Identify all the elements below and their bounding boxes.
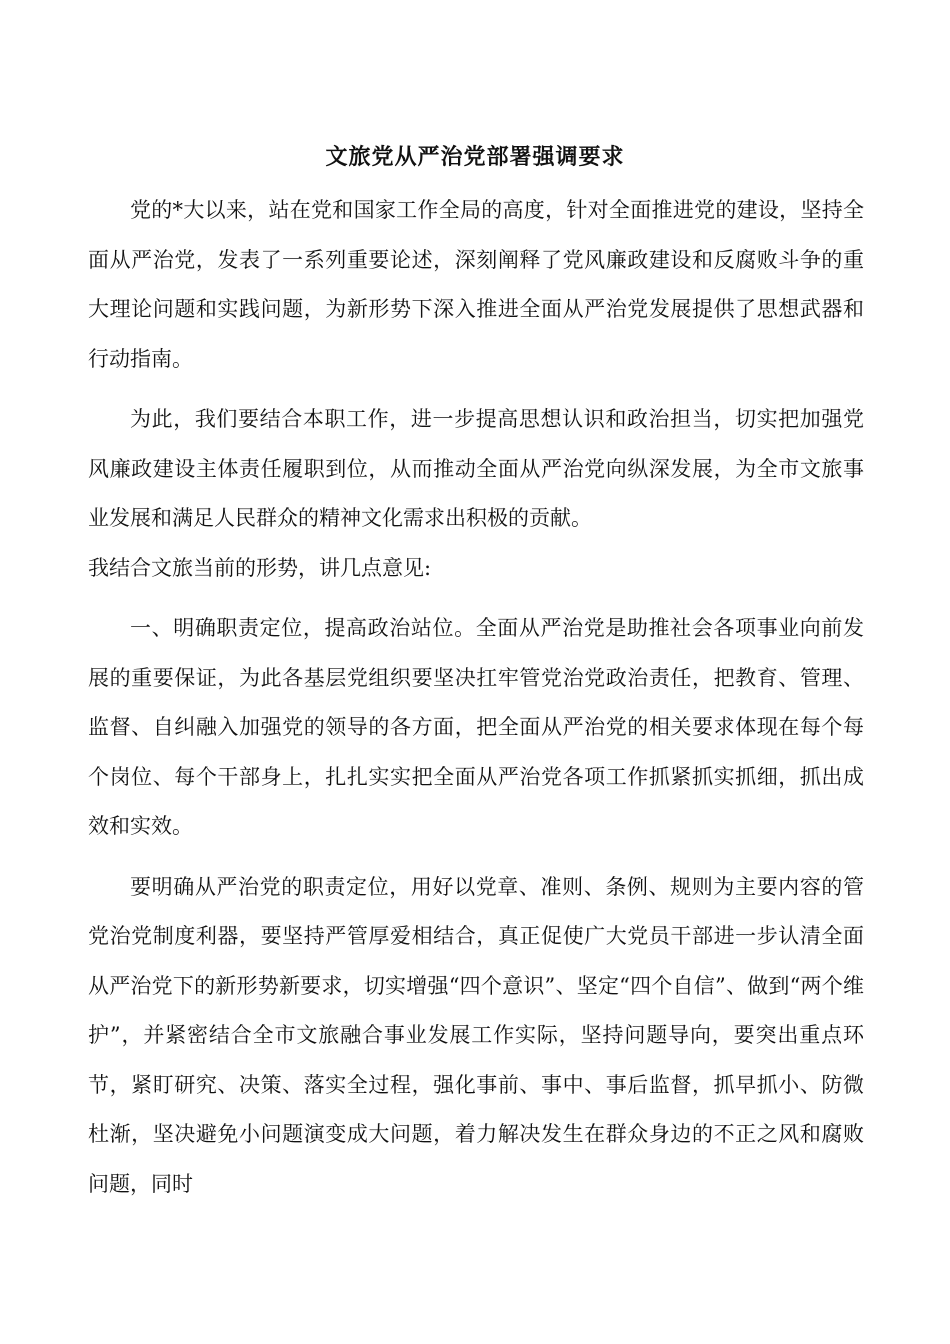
document-title: 文旅党从严治党部署强调要求	[325, 144, 625, 170]
paragraph-2: 为此，我们要结合本职工作，进一步提高思想认识和政治担当，切实把加强党风廉政建设主体责任履职到位，从而推动全面从严治党向纵深发展，为全市文旅事业发展和满足人民群众的精神文化需求出积极的贡献。	[88, 407, 864, 530]
paragraph-5: 要明确从严治党的职责定位，用好以党章、准则、条例、规则为主要内容的管党治党制度利器，要坚持严管厚爱相结合，真正促使广大党员干部进一步认清全面从严治党下的新形势新要求，切实增强“四个意识”、坚定“四个自信”、做到“两个维护”，并紧密结合全市文旅融合事业发展工作实际，坚持问题导向，要突出重点环节，紧盯研究、决策、落实全过程，强化事前、事中、事后监督，抓早抓小、防微杜渐，坚决避免小问题演变成大问题，着力解决发生在群众身边的不正之风和腐败问题，同时	[88, 874, 864, 1196]
paragraph-3: 我结合文旅当前的形势，讲几点意见:	[88, 555, 432, 580]
document-body	[88, 186, 864, 1209]
paragraph-1: 党的*大以来，站在党和国家工作全局的高度，针对全面推进党的建设，坚持全面从严治党，发表了一系列重要论述，深刻阐释了党风廉政建设和反腐败斗争的重大理论问题和实践问题，为新形势下深入推进全面从严治党发展提供了思想武器和行动指南。	[88, 198, 864, 371]
paragraph-4: 一、明确职责定位，提高政治站位。全面从严治党是助推社会各项事业向前发展的重要保证，为此各基层党组织要坚决扛牢管党治党政治责任，把教育、管理、监督、自纠融入加强党的领导的各方面，把全面从严治党的相关要求体现在每个每个岗位、每个干部身上，扎扎实实把全面从严治党各项工作抓紧抓实抓细，抓出成效和实效。	[88, 616, 864, 838]
